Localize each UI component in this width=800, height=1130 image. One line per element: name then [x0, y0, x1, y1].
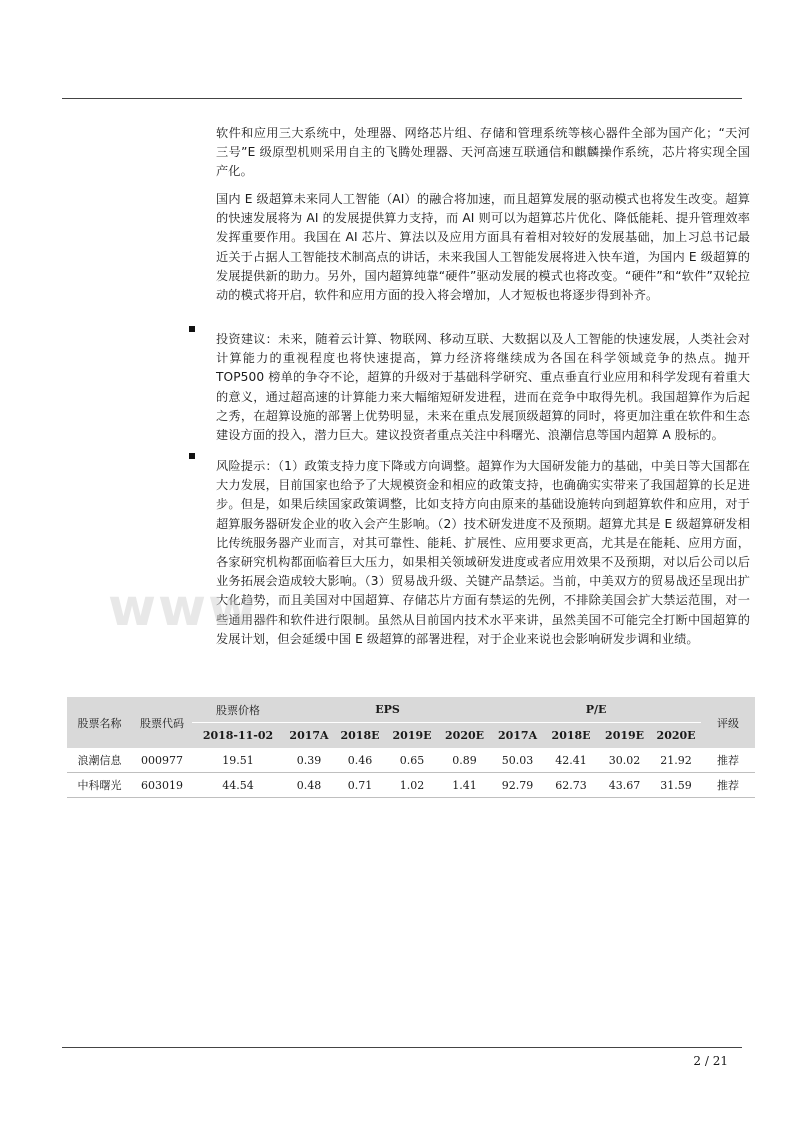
stock-price: 44.54	[192, 773, 284, 798]
header-rule	[62, 98, 742, 99]
header-year: 2020E	[651, 723, 701, 749]
rating: 推荐	[701, 748, 755, 773]
stock-price: 19.51	[192, 748, 284, 773]
table-row	[67, 773, 755, 798]
bullet-icon	[189, 453, 195, 459]
pe-value: 42.41	[544, 748, 598, 773]
eps-value: 1.41	[438, 773, 491, 798]
eps-value: 0.65	[386, 748, 438, 773]
header-year: 2019E	[386, 723, 438, 749]
pe-value: 62.73	[544, 773, 598, 798]
eps-value: 0.39	[284, 748, 334, 773]
stock-name: 浪潮信息	[67, 748, 132, 773]
header-year: 2017A	[491, 723, 544, 749]
stock-code: 000977	[132, 748, 192, 773]
page-number: 2 / 21	[693, 1054, 728, 1068]
header-stock-name: 股票名称	[67, 697, 132, 748]
stock-table	[67, 697, 755, 798]
header-year: 2018E	[544, 723, 598, 749]
stock-name: 中科曙光	[67, 773, 132, 798]
eps-value: 0.48	[284, 773, 334, 798]
paragraph-2: 国内 E 级超算未来同人工智能（AI）的融合将加速，而且超算发展的驱动模式也将发生改变。超算的快速发展将为 AI 的发展提供算力支持，而 AI 则可以为超算芯片优化、降低能耗、提升管理效率发挥重要作用。我国在 AI 芯片、算法以及应用方面具有着相对较好的发展基础，加上习总书记最近关于占据人工智能技术制高点的讲话，未来我国人工智能发展将进入快车道，为国内 E 级超算的发展提供新的助力。另外，国内超算纯靠“硬件”驱动发展的模式也将改变。“硬件”和“软件”双轮拉动的模式将开启，软件和应用方面的投入将会增加，人才短板也将逐步得到补齐。	[216, 192, 750, 303]
table-row	[67, 748, 755, 773]
eps-value: 1.02	[386, 773, 438, 798]
header-eps: EPS	[284, 697, 491, 723]
eps-value: 0.46	[334, 748, 386, 773]
eps-value: 0.71	[334, 773, 386, 798]
header-year: 2017A	[284, 723, 334, 749]
header-year: 2019E	[598, 723, 651, 749]
paragraph-investment-advice: 投资建议：未来，随着云计算、物联网、移动互联、大数据以及人工智能的快速发展，人类社会对计算能力的重视程度也将快速提高，算力经济将继续成为各国在科学领域竞争的热点。抛开 TOP500 榜单的争夺不论，超算的升级对于基础科学研究、重点垂直行业应用和科学发现有着重大的意义，通过超高速的计算能力来大幅缩短研发进程，进而在竞争中取得先机。我国超算作为后起之秀，在超算设施的部署上优势明显，未来在重点发展顶级超算的同时，将更加注重在软件和生态建设方面的投入，潜力巨大。建议投资者重点关注中科曙光、浪潮信息等国内超算 A 股标的。	[216, 332, 750, 443]
paragraph-risk-warning: 风险提示：（1）政策支持力度下降或方向调整。超算作为大国研发能力的基础，中美日等大国都在大力发展，目前国家也给予了大规模资金和相应的政策支持，也确确实实带来了我国超算的长足进步。但是，如果后续国家政策调整，比如支持方向由原来的基础设施转向到超算软件和应用，对于超算服务器研发企业的收入会产生影响。（2）技术研发进度不及预期。超算尤其是 E 级超算研发相比传统服务器产业而言，对其可靠性、能耗、扩展性、应用要求更高，尤其是在能耗、应用方面，各家研究机构都面临着巨大压力，如果相关领域研发进度或者应用效果不及预期，对以后公司以后业务拓展会造成较大影响。（3）贸易战升级、关键产品禁运。当前，中美双方的贸易战还呈现出扩大化趋势，而且美国对中国超算、存储芯片方面有禁运的先例，不排除美国会扩大禁运范围，对一些通用器件和软件进行限制。虽然从目前国内技术水平来讲，虽然美国不可能完全打断中国超算的发展计划，但会延缓中国 E 级超算的部署进程，对于企业来说也会影响研发步调和业绩。	[216, 459, 750, 646]
pe-value: 30.02	[598, 748, 651, 773]
pe-value: 92.79	[491, 773, 544, 798]
header-year: 2018E	[334, 723, 386, 749]
footer-rule	[62, 1047, 742, 1048]
watermark: www.	[108, 578, 277, 638]
pe-value: 21.92	[651, 748, 701, 773]
pe-value: 50.03	[491, 748, 544, 773]
bullet-icon	[189, 326, 195, 332]
pe-value: 31.59	[651, 773, 701, 798]
paragraph-1: 软件和应用三大系统中，处理器、网络芯片组、存储和管理系统等核心器件全部为国产化；“天河三号”E 级原型机则采用自主的飞腾处理器、天河高速互联通信和麒麟操作系统，芯片将实现全国产化。	[216, 126, 750, 179]
header-year: 2020E	[438, 723, 491, 749]
pe-value: 43.67	[598, 773, 651, 798]
header-price-date: 2018-11-02	[192, 723, 284, 749]
header-stock-code: 股票代码	[132, 697, 192, 748]
eps-value: 0.89	[438, 748, 491, 773]
header-stock-price: 股票价格	[192, 697, 284, 723]
header-rating: 评级	[701, 697, 755, 748]
stock-code: 603019	[132, 773, 192, 798]
rating: 推荐	[701, 773, 755, 798]
header-pe: P/E	[491, 697, 701, 723]
